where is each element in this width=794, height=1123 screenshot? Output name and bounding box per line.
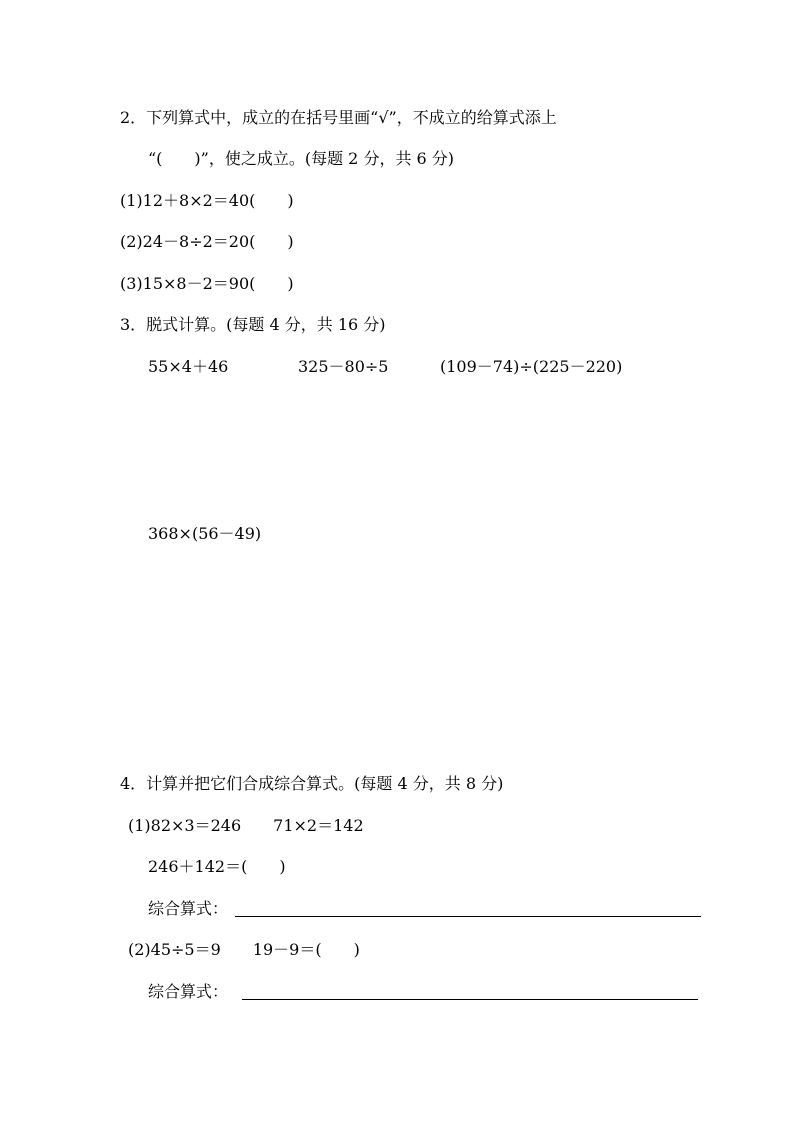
q4-part1-line2: 246＋142＝( ) <box>148 857 286 876</box>
q4-part1-line1: (1)82×3＝246 71×2＝142 <box>128 816 364 835</box>
q2-item-1: (1)12＋8×2＝40( ) <box>120 191 294 210</box>
q2-item-2: (2)24－8÷2＝20( ) <box>120 232 294 251</box>
q2-line2: “( )”，使之成立。(每题 2 分，共 6 分) <box>148 149 455 168</box>
q4-part2-label: 综合算式： <box>148 982 229 1001</box>
q3-title: 3．脱式计算。(每题 4 分，共 16 分) <box>120 315 386 334</box>
q4-part1-label: 综合算式： <box>148 899 229 918</box>
q4-part2-line1: (2)45÷5＝9 19－9＝( ) <box>128 940 360 959</box>
q3-expr-4: 368×(56－49) <box>148 524 262 543</box>
q3-expr-2: 325－80÷5 <box>298 357 389 376</box>
q2-item-3: (3)15×8－2＝90( ) <box>120 274 294 293</box>
q3-expr-3: (109－74)÷(225－220) <box>440 357 623 376</box>
q2-line1: 2．下列算式中，成立的在括号里画“√”，不成立的给算式添上 <box>120 108 557 127</box>
q4-title: 4．计算并把它们合成综合算式。(每题 4 分，共 8 分) <box>120 774 504 793</box>
q4-part1-answer-line[interactable] <box>235 916 701 917</box>
q4-part2-answer-line[interactable] <box>242 999 698 1000</box>
q3-expr-1: 55×4＋46 <box>148 357 229 376</box>
